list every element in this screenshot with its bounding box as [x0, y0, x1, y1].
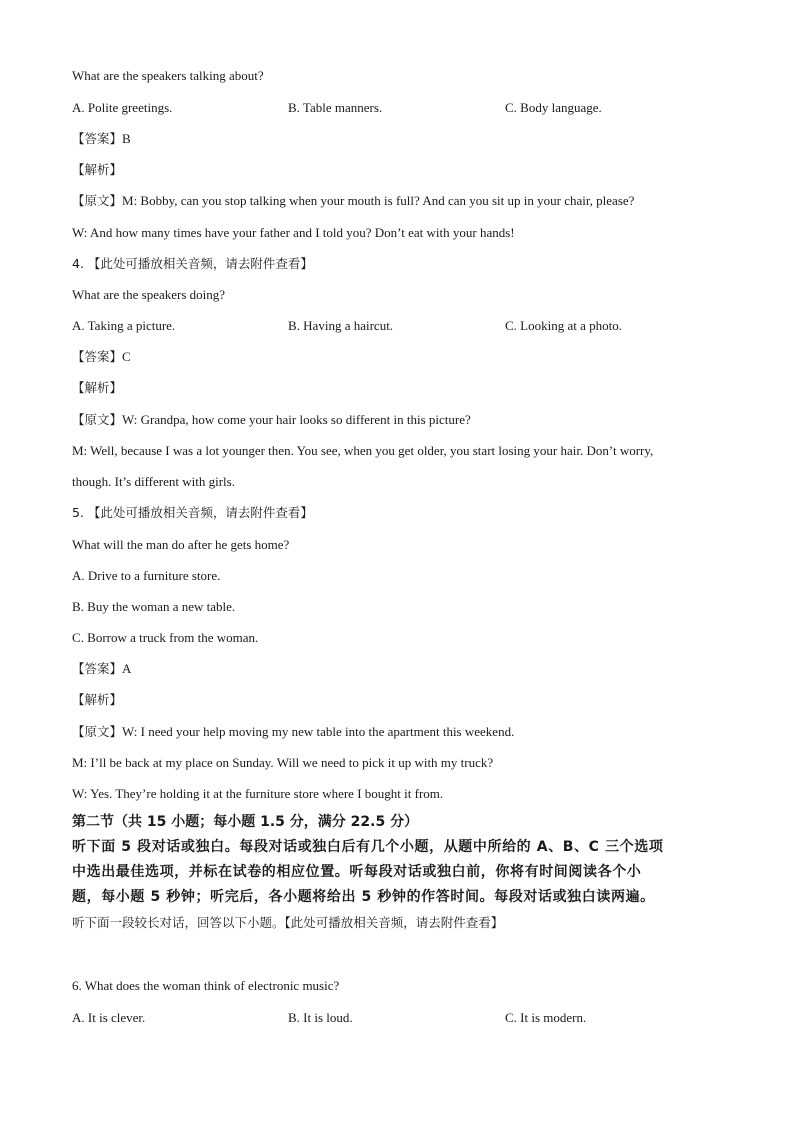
q4-analysis-label: 【解析】 — [72, 380, 123, 395]
q5-option-a: A. Drive to a furniture store. — [72, 568, 221, 583]
q4-heading: 4. 【此处可播放相关音频，请去附件查看】 — [72, 256, 313, 271]
section2-instructions-line-1: 听下面 5 段对话或独白。每段对话或独白后有几个小题，从题中所给的 A、B、C 三个选项 — [72, 839, 664, 855]
transcript-text: W: I need your help moving my new table into the apartment this weekend. — [122, 724, 515, 739]
q3-analysis-label: 【解析】 — [72, 162, 123, 177]
q4-option-b: B. Having a haircut. — [288, 318, 394, 333]
q3-option-c: C. Body language. — [505, 100, 602, 115]
answer-label: 【答案】 — [72, 131, 123, 146]
q5-transcript-line-3: W: Yes. They’re holding it at the furniture store where I bought it from. — [72, 786, 444, 801]
transcript-text: M: Bobby, can you stop talking when your mouth is full? And can you sit up in your chair, please? — [122, 193, 635, 208]
q5-option-b: B. Buy the woman a new table. — [72, 599, 236, 614]
answer-value: C — [122, 349, 131, 364]
q5-transcript-line-1 — [72, 724, 514, 740]
q5-heading: 5. 【此处可播放相关音频，请去附件查看】 — [72, 505, 313, 520]
transcript-label: 【原文】 — [72, 412, 123, 427]
q5-question: What will the man do after he gets home? — [72, 537, 290, 552]
q6-option-a: A. It is clever. — [72, 1010, 146, 1025]
q5-analysis-label: 【解析】 — [72, 692, 123, 707]
transcript-label: 【原文】 — [72, 724, 123, 739]
q3-option-a: A. Polite greetings. — [72, 100, 173, 115]
q4-answer — [72, 349, 131, 365]
q3-question: What are the speakers talking about? — [72, 68, 264, 83]
q4-option-c: C. Looking at a photo. — [505, 318, 622, 333]
transcript-label: 【原文】 — [72, 193, 123, 208]
q6-question: 6. What does the woman think of electronic music? — [72, 978, 340, 993]
section2-audio-note: 听下面一段较长对话，回答以下小题。【此处可播放相关音频，请去附件查看】 — [72, 915, 504, 930]
q5-answer — [72, 661, 131, 677]
section2-instructions-line-3: 题，每小题 5 秒钟；听完后，各小题将给出 5 秒钟的作答时间。每段对话或独白读两遍。 — [72, 889, 655, 905]
answer-label: 【答案】 — [72, 349, 123, 364]
section2-title: 第二节（共 15 小题；每小题 1.5 分，满分 22.5 分） — [72, 814, 419, 830]
q4-option-a: A. Taking a picture. — [72, 318, 176, 333]
q6-option-b: B. It is loud. — [288, 1010, 353, 1025]
q3-option-b: B. Table manners. — [288, 100, 383, 115]
answer-value: A — [122, 661, 132, 676]
q4-transcript-line-2: M: Well, because I was a lot younger then. You see, when you get older, you start losing your hair. Don’t worry, — [72, 443, 654, 458]
q4-transcript-line-1 — [72, 412, 471, 428]
q3-answer — [72, 131, 131, 147]
section2-instructions-line-2: 中选出最佳选项，并标在试卷的相应位置。听每段对话或独白前，你将有时间阅读各个小 — [72, 864, 642, 880]
transcript-text: W: Grandpa, how come your hair looks so different in this picture? — [122, 412, 471, 427]
q4-question: What are the speakers doing? — [72, 287, 226, 302]
q3-transcript-line-2: W: And how many times have your father and I told you? Don’t eat with your hands! — [72, 225, 515, 240]
q5-transcript-line-2: M: I’ll be back at my place on Sunday. Will we need to pick it up with my truck? — [72, 755, 494, 770]
answer-label: 【答案】 — [72, 661, 123, 676]
q6-option-c: C. It is modern. — [505, 1010, 587, 1025]
q3-transcript-line-1 — [72, 193, 634, 209]
q4-transcript-line-3: though. It’s different with girls. — [72, 474, 235, 489]
q5-option-c: C. Borrow a truck from the woman. — [72, 630, 259, 645]
answer-value: B — [122, 131, 131, 146]
